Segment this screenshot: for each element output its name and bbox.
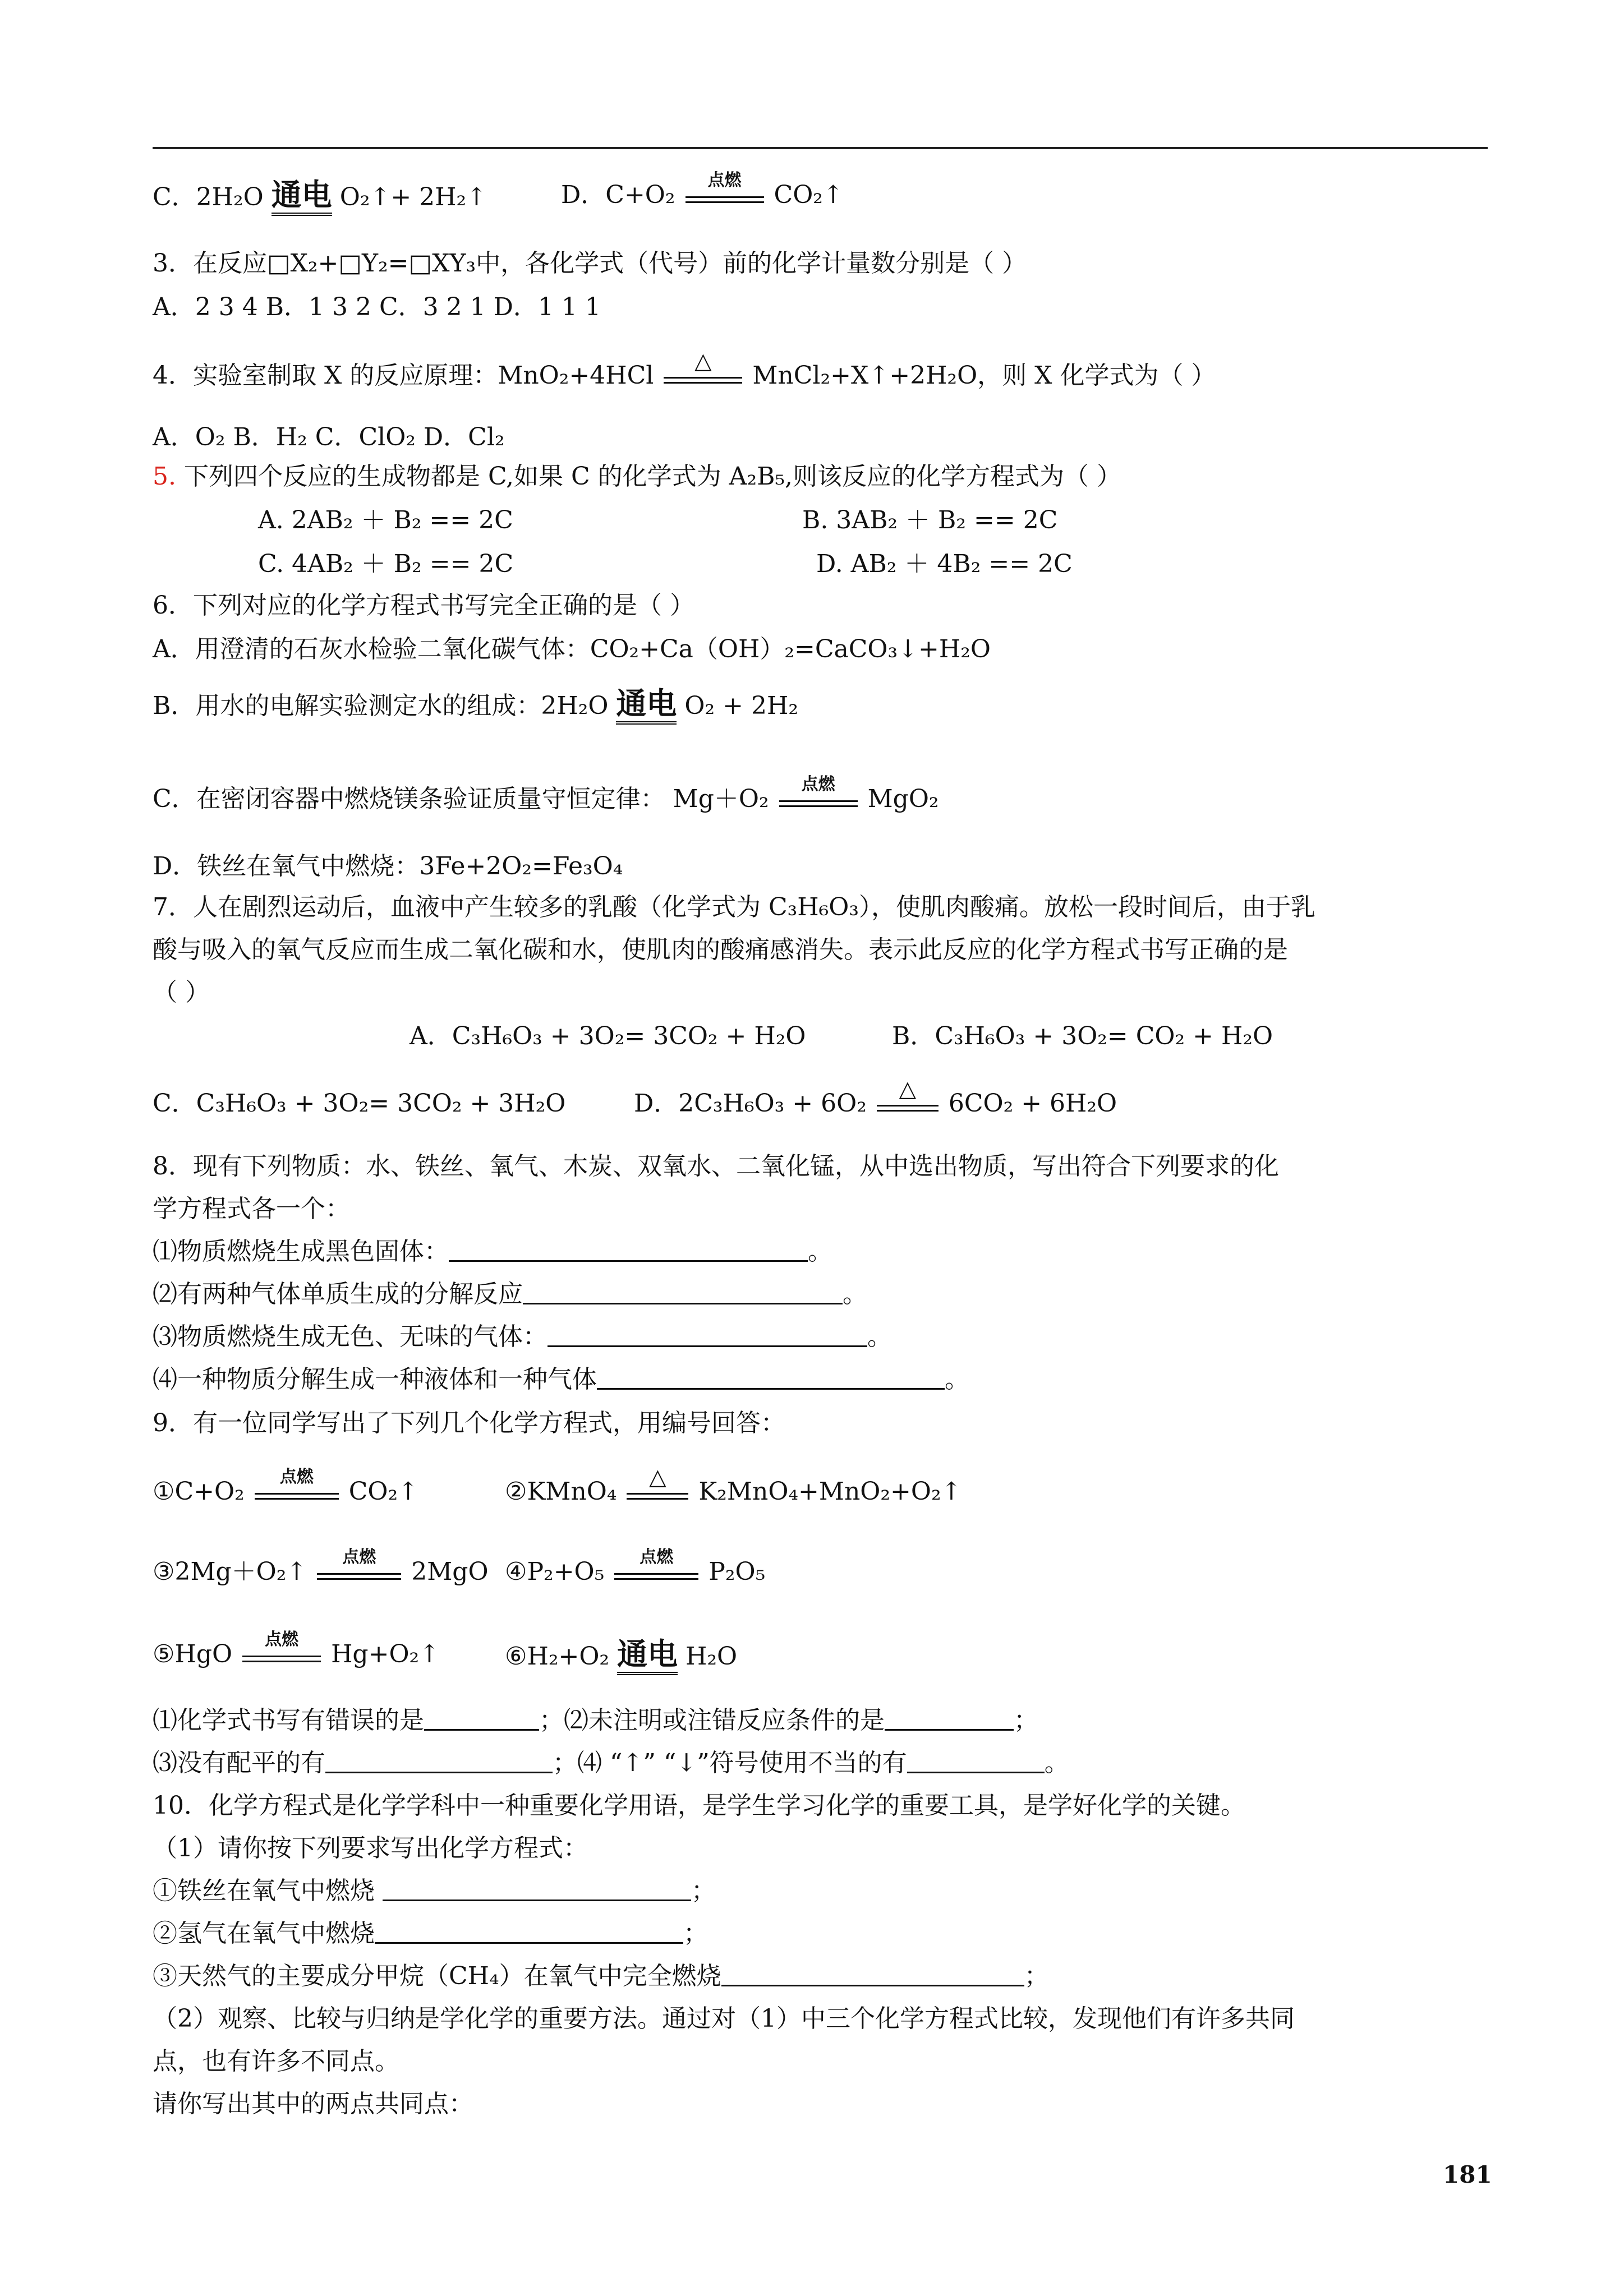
question-10-item-2-label: ②氢气在氧气中燃烧	[153, 1919, 375, 1948]
condition-ignite	[315, 1547, 403, 1580]
question-8-item-1-label: ⑴物质燃烧生成黑色固体：	[153, 1237, 449, 1266]
question-7-line-2: 酸与吸入的氧气反应而生成二氧化碳和水，使肌肉的酸痛感消失。表示此反应的化学方程式书写正确的是	[153, 935, 1288, 964]
answer-blank[interactable]	[548, 1321, 867, 1347]
question-8-item-2: ⑵有两种气体单质生成的分解反应 。	[153, 1278, 867, 1311]
equation-6	[505, 1638, 737, 1673]
question-6-option-c	[153, 774, 939, 816]
question-5-option-d: D. AB₂ ＋ 4B₂ == 2C	[816, 550, 1073, 578]
question-10-line-3: （2）观察、比较与归纳是学化学的重要方法。通过对（1）中三个化学方程式比较，发现他们有许多共同	[153, 2004, 1295, 2033]
triangle-icon: △	[649, 1464, 666, 1490]
double-line	[627, 1493, 688, 1500]
question-10-line-1: 10．化学方程式是化学学科中一种重要化学用语，是学生学习化学的重要工具，是学好化学的关键。	[153, 1791, 1245, 1820]
question-10-line-5: 请你写出其中的两点共同点：	[153, 2090, 473, 2118]
question-6-option-b	[153, 687, 798, 723]
triangle-icon: △	[899, 1076, 917, 1102]
condition-electrolysis: 通电	[616, 686, 677, 725]
question-8-item-4-label: ⑷一种物质分解生成一种液体和一种气体	[153, 1365, 597, 1394]
equation-3-left: ③2Mg＋O₂↑	[153, 1557, 307, 1586]
answer-blank[interactable]	[383, 1875, 691, 1901]
condition-heat	[624, 1464, 691, 1500]
equation-4-left: ④P₂+O₅	[505, 1557, 605, 1586]
question-5-option-b: B. 3AB₂ ＋ B₂ == 2C	[802, 506, 1058, 534]
equation-1-right: CO₂↑	[348, 1477, 418, 1506]
double-line	[614, 1573, 698, 1580]
question-9-sub-1-label: ⑴化学式书写有错误的是	[153, 1706, 424, 1735]
equation-2-right: K₂MnO₄+MnO₂+O₂↑	[698, 1477, 962, 1506]
double-line	[255, 1493, 339, 1500]
equation-5-left: ⑤HgO	[153, 1640, 233, 1668]
answer-blank[interactable]	[597, 1363, 945, 1390]
question-5-text: 下列四个反应的生成物都是 C,如果 C 的化学式为 A₂B₅,则该反应的化学方程式为（ ）	[176, 462, 1122, 491]
question-10-item-2: ②氢气在氧气中燃烧 ；	[153, 1917, 708, 1951]
question-4-options: A．O₂ B．H₂ C．ClO₂ D．Cl₂	[153, 423, 505, 451]
answer-blank[interactable]	[449, 1235, 808, 1262]
question-4-left: 4．实验室制取 X 的反应原理：MnO₂+4HCl	[153, 361, 654, 390]
equation-2-left: ②KMnO₄	[505, 1477, 617, 1506]
question-8-line-1: 8．现有下列物质：水、铁丝、氧气、木炭、双氧水、二氧化锰，从中选出物质，写出符合下列要求的化	[153, 1152, 1279, 1181]
question-3: 3．在反应□X₂+□Y₂=□XY₃中，各化学式（代号）前的化学计量数分别是（ ）	[153, 249, 1027, 278]
double-line	[877, 1105, 938, 1112]
answer-blank[interactable]	[907, 1747, 1045, 1773]
condition-ignite	[252, 1467, 341, 1500]
question-8-item-3-label: ⑶物质燃烧生成无色、无味的气体：	[153, 1322, 548, 1351]
condition-ignite	[240, 1630, 323, 1662]
question-9-subparts-1: ⑴化学式书写有错误的是 ；⑵未注明或注错反应条件的是 ；	[153, 1704, 1038, 1737]
question-7-d-right: 6CO₂ + 6H₂O	[948, 1089, 1117, 1118]
equation-4	[505, 1547, 766, 1589]
question-4	[153, 348, 1216, 393]
condition-ignite-label: 点燃	[640, 1547, 674, 1567]
options-cd-q2	[153, 178, 487, 214]
question-6-option-a: A．用澄清的石灰水检验二氧化碳气体：CO₂+Ca（OH）₂=CaCO₃↓+H₂O	[153, 635, 991, 663]
question-9-sub-2-label: ；⑵未注明或注错反应条件的是	[539, 1706, 885, 1735]
question-6-option-d: D．铁丝在氧气中燃烧：3Fe+2O₂=Fe₃O₄	[153, 852, 623, 880]
question-6-c-left: C．在密闭容器中燃烧镁条验证质量守恒定律： Mg＋O₂	[153, 785, 769, 813]
question-6: 6．下列对应的化学方程式书写完全正确的是（ ）	[153, 591, 694, 620]
question-9: 9．有一位同学写出了下列几个化学方程式，用编号回答：	[153, 1409, 785, 1437]
equation-6-right: H₂O	[686, 1642, 738, 1671]
double-line	[317, 1573, 401, 1580]
question-9-sub-4-label: ；⑷ “↑” “↓”符号使用不当的有	[553, 1749, 907, 1777]
double-line	[242, 1656, 321, 1662]
answer-blank[interactable]	[325, 1747, 553, 1773]
question-5-option-a: A. 2AB₂ ＋ B₂ == 2C	[258, 506, 513, 534]
question-10-item-1: ①铁丝在氧气中燃烧 ；	[153, 1874, 716, 1908]
question-9-sub-3-label: ⑶没有配平的有	[153, 1749, 325, 1777]
question-7-option-a: A．C₃H₆O₃ + 3O₂= 3CO₂ + H₂O	[410, 1022, 806, 1050]
equation-6-left: ⑥H₂+O₂	[505, 1642, 610, 1671]
question-7-line-3: （ ）	[153, 978, 210, 1007]
option-c-left: C．2H₂O	[153, 183, 264, 211]
triangle-icon: △	[694, 348, 712, 374]
condition-heat	[661, 348, 744, 384]
equation-1-left: ①C+O₂	[153, 1477, 245, 1506]
equation-2	[505, 1464, 962, 1509]
answer-blank[interactable]	[375, 1917, 683, 1944]
condition-ignite-label: 点燃	[279, 1467, 314, 1487]
question-8-item-2-label: ⑵有两种气体单质生成的分解反应	[153, 1280, 523, 1308]
question-7-line-1: 7．人在剧烈运动后，血液中产生较多的乳酸（化学式为 C₃H₆O₃），使肌肉酸痛。放松一段时间后，由于乳	[153, 893, 1316, 921]
question-8-line-2: 学方程式各一个：	[153, 1195, 350, 1223]
double-line	[779, 800, 858, 807]
question-5	[153, 460, 1121, 494]
answer-blank[interactable]	[424, 1704, 539, 1731]
equation-1	[153, 1467, 418, 1509]
question-10-item-3: ③天然气的主要成分甲烷（CH₄）在氧气中完全燃烧 ；	[153, 1960, 1049, 1993]
answer-blank[interactable]	[721, 1960, 1024, 1986]
question-10-item-1-label: ①铁丝在氧气中燃烧	[153, 1877, 383, 1905]
equation-4-right: P₂O₅	[709, 1557, 766, 1586]
header-rule	[153, 147, 1488, 149]
condition-ignite	[683, 170, 766, 203]
question-5-option-c: C. 4AB₂ ＋ B₂ == 2C	[258, 550, 514, 578]
question-7-option-c: C．C₃H₆O₃ + 3O₂= 3CO₂ + 3H₂O	[153, 1089, 566, 1118]
question-9-subparts-2: ⑶没有配平的有 ；⑷ “↑” “↓”符号使用不当的有 。	[153, 1746, 1069, 1780]
option-d-q2	[561, 170, 844, 212]
question-7-option-d	[634, 1076, 1117, 1121]
answer-blank[interactable]	[523, 1278, 843, 1304]
condition-electrolysis: 通电	[272, 177, 332, 216]
question-6-b-left: B．用水的电解实验测定水的组成：2H₂O	[153, 691, 609, 720]
question-10-item-3-label: ③天然气的主要成分甲烷（CH₄）在氧气中完全燃烧	[153, 1962, 721, 1990]
condition-electrolysis: 通电	[617, 1636, 678, 1675]
condition-ignite	[777, 774, 860, 807]
option-d-right: CO₂↑	[774, 181, 844, 209]
condition-ignite-label: 点燃	[342, 1547, 376, 1567]
condition-ignite-label: 点燃	[801, 774, 835, 794]
double-line	[686, 196, 764, 203]
question-10-line-2: （1）请你按下列要求写出化学方程式：	[153, 1834, 588, 1862]
condition-heat	[875, 1076, 941, 1112]
equation-5	[153, 1630, 440, 1671]
page-number: 181	[1443, 2161, 1492, 2188]
question-10-line-4: 点，也有许多不同点。	[153, 2047, 399, 2076]
question-8-item-1: ⑴物质燃烧生成黑色固体： 。	[153, 1235, 832, 1269]
equation-5-right: Hg+O₂↑	[331, 1640, 440, 1668]
question-7-d-left: D．2C₃H₆O₃ + 6O₂	[634, 1089, 867, 1118]
question-3-options: A．2 3 4 B．1 3 2 C．3 2 1 D．1 1 1	[153, 293, 601, 321]
question-8-item-3: ⑶物质燃烧生成无色、无味的气体： 。	[153, 1320, 892, 1354]
question-6-b-right: O₂ + 2H₂	[684, 691, 798, 720]
double-line	[664, 377, 742, 384]
condition-ignite-label: 点燃	[707, 170, 742, 190]
question-6-c-right: MgO₂	[867, 785, 939, 813]
condition-ignite	[612, 1547, 701, 1580]
option-d-left: D．C+O₂	[561, 181, 675, 209]
question-4-right: MnCl₂+X↑+2H₂O，则 X 化学式为（ ）	[752, 361, 1216, 390]
question-5-number: 5.	[153, 462, 176, 491]
equation-3-right: 2MgO	[411, 1557, 489, 1586]
question-8-item-4: ⑷一种物质分解生成一种液体和一种气体 。	[153, 1363, 969, 1396]
question-7-option-b: B．C₃H₆O₃ + 3O₂= CO₂ + H₂O	[892, 1022, 1273, 1050]
option-c-right: O₂↑+ 2H₂↑	[339, 183, 487, 211]
answer-blank[interactable]	[885, 1704, 1014, 1731]
equation-3	[153, 1547, 489, 1589]
condition-ignite-label: 点燃	[265, 1630, 299, 1649]
